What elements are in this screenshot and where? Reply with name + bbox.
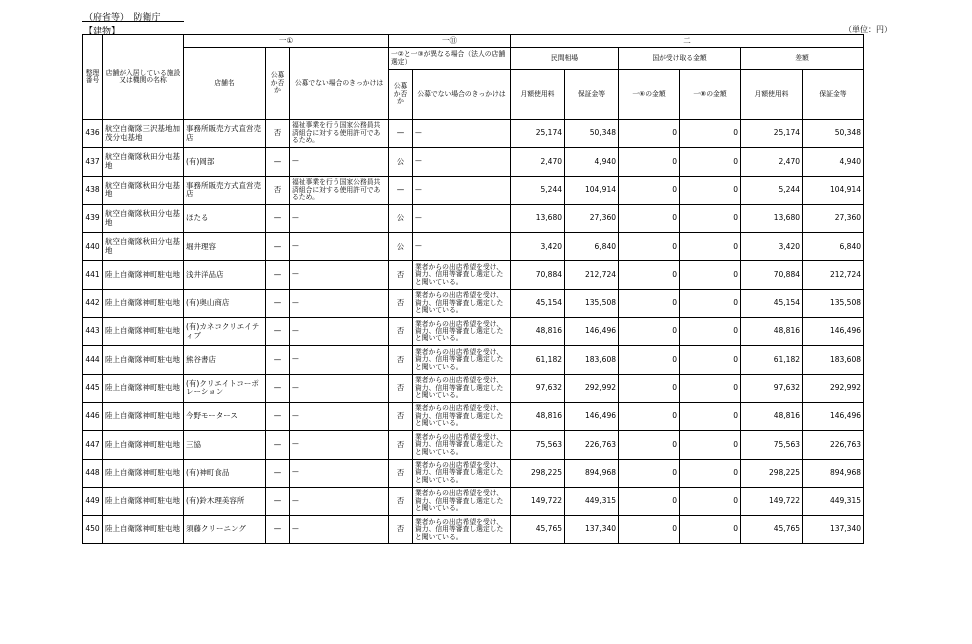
cell-deposit: 212,724 <box>565 261 619 289</box>
table-row <box>83 487 864 515</box>
cell-public2: 否 <box>389 318 413 346</box>
table-row <box>83 204 864 232</box>
cell-public: — <box>266 402 290 430</box>
cell-store: 熊谷書店 <box>184 346 266 374</box>
cell-facility: 航空自衛隊三沢基地加茂分屯基地 <box>103 120 184 148</box>
cell-public: — <box>266 459 290 487</box>
cell-public2: 公 <box>389 148 413 176</box>
table-row <box>83 148 864 176</box>
cell-public2: 否 <box>389 431 413 459</box>
cell-reason2: 業者からの出店希望を受け、資力、信用等審査し選定したと聞いている。 <box>413 516 511 544</box>
cell-no: 436 <box>83 120 103 148</box>
cell-public: — <box>266 346 290 374</box>
cell-diff-deposit: 212,724 <box>803 261 864 289</box>
cell-reason: 福祉事業を行う国家公務員共済組合に対する使用許可であるため。 <box>290 120 389 148</box>
cell-deposit: 137,340 <box>565 516 619 544</box>
cell-no: 439 <box>83 204 103 232</box>
cell-g8: 0 <box>680 176 741 204</box>
cell-deposit: 4,940 <box>565 148 619 176</box>
cell-no: 441 <box>83 261 103 289</box>
cell-public2: 公 <box>389 204 413 232</box>
table-row <box>83 402 864 430</box>
cell-diff-deposit: 137,340 <box>803 516 864 544</box>
cell-g8: 0 <box>680 402 741 430</box>
group-market: 民間相場 <box>511 48 619 70</box>
cell-deposit: 135,508 <box>565 289 619 317</box>
col-diff-deposit: 保証金等 <box>803 70 864 120</box>
cell-deposit: 146,496 <box>565 318 619 346</box>
cell-rent: 48,816 <box>511 318 565 346</box>
cell-deposit: 6,840 <box>565 233 619 261</box>
cell-public2: 否 <box>389 487 413 515</box>
cell-g6: 0 <box>619 233 680 261</box>
cell-reason2: 業者からの出店希望を受け、資力、信用等審査し選定したと聞いている。 <box>413 261 511 289</box>
cell-diff-deposit: 104,914 <box>803 176 864 204</box>
cell-diff-deposit: 292,992 <box>803 374 864 402</box>
col-no: 整理番号 <box>83 35 103 120</box>
cell-store: 須藤クリーニング <box>184 516 266 544</box>
cell-facility: 陸上自衛隊神町駐屯地 <box>103 487 184 515</box>
cell-facility: 陸上自衛隊神町駐屯地 <box>103 459 184 487</box>
cell-diff-rent: 97,632 <box>741 374 803 402</box>
cell-facility: 陸上自衛隊神町駐屯地 <box>103 261 184 289</box>
cell-deposit: 104,914 <box>565 176 619 204</box>
table-row <box>83 176 864 204</box>
col-reason2: 公募でない場合のきっかけは <box>413 70 511 120</box>
cell-store: (有)カネコクリエイティブ <box>184 318 266 346</box>
cell-g6: 0 <box>619 459 680 487</box>
cell-reason2: — <box>413 148 511 176</box>
cell-public: — <box>266 374 290 402</box>
cell-reason2: — <box>413 204 511 232</box>
cell-g6: 0 <box>619 431 680 459</box>
cell-rent: 298,225 <box>511 459 565 487</box>
cell-g6: 0 <box>619 176 680 204</box>
cell-g8: 0 <box>680 204 741 232</box>
cell-g6: 0 <box>619 346 680 374</box>
cell-g6: 0 <box>619 289 680 317</box>
cell-no: 440 <box>83 233 103 261</box>
cell-no: 448 <box>83 459 103 487</box>
cell-store: (有)鈴木理美容所 <box>184 487 266 515</box>
cell-no: 442 <box>83 289 103 317</box>
col-store: 店舗名 <box>184 48 266 120</box>
cell-g6: 0 <box>619 516 680 544</box>
cell-reason: 福祉事業を行う国家公務員共済組合に対する使用許可であるため。 <box>290 176 389 204</box>
cell-public: — <box>266 233 290 261</box>
cell-reason: — <box>290 516 389 544</box>
cell-diff-rent: 61,182 <box>741 346 803 374</box>
col-rent: 月額使用料 <box>511 70 565 120</box>
cell-reason: — <box>290 204 389 232</box>
cell-diff-deposit: 449,315 <box>803 487 864 515</box>
cell-diff-rent: 75,563 <box>741 431 803 459</box>
unit-label: （単位：円） <box>844 25 892 34</box>
cell-store: 三協 <box>184 431 266 459</box>
cell-store: (有)岡部 <box>184 148 266 176</box>
cell-g8: 0 <box>680 431 741 459</box>
cell-reason: — <box>290 261 389 289</box>
cell-deposit: 449,315 <box>565 487 619 515</box>
cell-reason: — <box>290 431 389 459</box>
cell-diff-rent: 48,816 <box>741 318 803 346</box>
cell-reason: — <box>290 402 389 430</box>
group-2: 二 <box>511 35 864 48</box>
group-1: 一① <box>184 35 389 48</box>
cell-diff-deposit: 50,348 <box>803 120 864 148</box>
cell-public2: — <box>389 176 413 204</box>
cell-reason2: 業者からの出店希望を受け、資力、信用等審査し選定したと聞いている。 <box>413 346 511 374</box>
cell-public2: 否 <box>389 459 413 487</box>
col-public2: 公募か否か <box>389 70 413 120</box>
cell-facility: 陸上自衛隊神町駐屯地 <box>103 374 184 402</box>
col-public: 公募か否か <box>266 48 290 120</box>
cell-facility: 陸上自衛隊神町駐屯地 <box>103 318 184 346</box>
cell-g8: 0 <box>680 233 741 261</box>
cell-g6: 0 <box>619 374 680 402</box>
cell-store: (有)奥山商店 <box>184 289 266 317</box>
cell-diff-rent: 2,470 <box>741 148 803 176</box>
cell-public: — <box>266 204 290 232</box>
cell-reason2: 業者からの出店希望を受け、資力、信用等審査し選定したと聞いている。 <box>413 374 511 402</box>
cell-reason2: 業者からの出店希望を受け、資力、信用等審査し選定したと聞いている。 <box>413 459 511 487</box>
table-row <box>83 459 864 487</box>
cell-g8: 0 <box>680 261 741 289</box>
cell-g6: 0 <box>619 402 680 430</box>
cell-diff-rent: 45,154 <box>741 289 803 317</box>
cell-deposit: 146,496 <box>565 402 619 430</box>
cell-diff-rent: 13,680 <box>741 204 803 232</box>
cell-public: — <box>266 148 290 176</box>
cell-store: 今野モータース <box>184 402 266 430</box>
cell-reason: — <box>290 289 389 317</box>
cell-public2: 否 <box>389 346 413 374</box>
cell-public: — <box>266 516 290 544</box>
cell-reason2: 業者からの出店希望を受け、資力、信用等審査し選定したと聞いている。 <box>413 487 511 515</box>
cell-rent: 97,632 <box>511 374 565 402</box>
cell-public2: 否 <box>389 261 413 289</box>
cell-store: 浅井洋品店 <box>184 261 266 289</box>
cell-reason: — <box>290 233 389 261</box>
col-g8: 一⑧の金額 <box>680 70 741 120</box>
cell-public: — <box>266 318 290 346</box>
table-row <box>83 346 864 374</box>
cell-deposit: 50,348 <box>565 120 619 148</box>
table-row <box>83 374 864 402</box>
cell-reason: — <box>290 346 389 374</box>
cell-diff-deposit: 4,940 <box>803 148 864 176</box>
cell-diff-deposit: 146,496 <box>803 402 864 430</box>
cell-diff-rent: 298,225 <box>741 459 803 487</box>
cell-rent: 25,174 <box>511 120 565 148</box>
col-reason: 公募でない場合のきっかけは <box>290 48 389 120</box>
cell-reason2: — <box>413 176 511 204</box>
cell-public: 否 <box>266 176 290 204</box>
col-diff-rent: 月額使用料 <box>741 70 803 120</box>
cell-public2: 否 <box>389 402 413 430</box>
cell-rent: 2,470 <box>511 148 565 176</box>
cell-facility: 陸上自衛隊神町駐屯地 <box>103 402 184 430</box>
cell-rent: 75,563 <box>511 431 565 459</box>
cell-g6: 0 <box>619 487 680 515</box>
cell-no: 444 <box>83 346 103 374</box>
cell-deposit: 27,360 <box>565 204 619 232</box>
group-11: 一⑪ <box>389 35 511 48</box>
cell-g8: 0 <box>680 148 741 176</box>
cell-deposit: 183,608 <box>565 346 619 374</box>
cell-no: 446 <box>83 402 103 430</box>
cell-g8: 0 <box>680 318 741 346</box>
header-rule <box>82 21 184 22</box>
cell-no: 449 <box>83 487 103 515</box>
table-row <box>83 233 864 261</box>
cell-diff-rent: 5,244 <box>741 176 803 204</box>
cell-rent: 3,420 <box>511 233 565 261</box>
cell-facility: 陸上自衛隊神町駐屯地 <box>103 346 184 374</box>
cell-diff-deposit: 146,496 <box>803 318 864 346</box>
cell-reason: — <box>290 459 389 487</box>
col-facility: 店舗が入居している施設又は機関の名称 <box>103 35 184 120</box>
cell-no: 447 <box>83 431 103 459</box>
cell-g8: 0 <box>680 459 741 487</box>
cell-diff-deposit: 6,840 <box>803 233 864 261</box>
cell-public: — <box>266 261 290 289</box>
group-11-sub: 一②と一③が異なる場合（法人の店舗選定） <box>389 48 511 70</box>
col-g6: 一⑥の金額 <box>619 70 680 120</box>
table-row <box>83 289 864 317</box>
cell-diff-rent: 3,420 <box>741 233 803 261</box>
cell-reason2: 業者からの出店希望を受け、資力、信用等審査し選定したと聞いている。 <box>413 431 511 459</box>
cell-no: 443 <box>83 318 103 346</box>
cell-reason: — <box>290 148 389 176</box>
cell-diff-deposit: 27,360 <box>803 204 864 232</box>
cell-diff-deposit: 226,763 <box>803 431 864 459</box>
cell-facility: 陸上自衛隊神町駐屯地 <box>103 431 184 459</box>
cell-deposit: 894,968 <box>565 459 619 487</box>
cell-public2: — <box>389 120 413 148</box>
cell-store: 事務所販売方式直営売店 <box>184 120 266 148</box>
cell-public: — <box>266 431 290 459</box>
table-row <box>83 431 864 459</box>
cell-no: 450 <box>83 516 103 544</box>
cell-facility: 航空自衛隊秋田分屯基地 <box>103 148 184 176</box>
cell-store: ほたる <box>184 204 266 232</box>
cell-no: 445 <box>83 374 103 402</box>
cell-diff-rent: 45,765 <box>741 516 803 544</box>
cell-g8: 0 <box>680 374 741 402</box>
table-row <box>83 516 864 544</box>
group-govt: 国が受け取る金額 <box>619 48 741 70</box>
cell-store: 事務所販売方式直営売店 <box>184 176 266 204</box>
cell-g8: 0 <box>680 346 741 374</box>
cell-g6: 0 <box>619 318 680 346</box>
cell-reason2: 業者からの出店希望を受け、資力、信用等審査し選定したと聞いている。 <box>413 402 511 430</box>
cell-g8: 0 <box>680 120 741 148</box>
cell-reason: — <box>290 374 389 402</box>
cell-reason2: 業者からの出店希望を受け、資力、信用等審査し選定したと聞いている。 <box>413 318 511 346</box>
cell-public2: 否 <box>389 516 413 544</box>
cell-public2: 公 <box>389 233 413 261</box>
cell-rent: 149,722 <box>511 487 565 515</box>
cell-deposit: 226,763 <box>565 431 619 459</box>
cell-public: — <box>266 289 290 317</box>
store-table <box>82 34 864 544</box>
cell-rent: 70,884 <box>511 261 565 289</box>
cell-facility: 航空自衛隊秋田分屯基地 <box>103 204 184 232</box>
cell-g8: 0 <box>680 289 741 317</box>
cell-no: 437 <box>83 148 103 176</box>
cell-diff-rent: 70,884 <box>741 261 803 289</box>
group-diff: 差額 <box>741 48 864 70</box>
cell-g6: 0 <box>619 120 680 148</box>
cell-facility: 陸上自衛隊神町駐屯地 <box>103 289 184 317</box>
col-deposit: 保証金等 <box>565 70 619 120</box>
cell-g6: 0 <box>619 204 680 232</box>
cell-facility: 陸上自衛隊神町駐屯地 <box>103 516 184 544</box>
cell-rent: 13,680 <box>511 204 565 232</box>
cell-public: 否 <box>266 120 290 148</box>
cell-facility: 航空自衛隊秋田分屯基地 <box>103 233 184 261</box>
cell-diff-rent: 149,722 <box>741 487 803 515</box>
cell-diff-deposit: 894,968 <box>803 459 864 487</box>
cell-reason: — <box>290 318 389 346</box>
cell-g6: 0 <box>619 261 680 289</box>
cell-rent: 45,154 <box>511 289 565 317</box>
cell-g8: 0 <box>680 516 741 544</box>
cell-diff-rent: 25,174 <box>741 120 803 148</box>
cell-diff-deposit: 135,508 <box>803 289 864 317</box>
cell-reason2: — <box>413 233 511 261</box>
cell-public2: 否 <box>389 289 413 317</box>
cell-store: (有)神町食品 <box>184 459 266 487</box>
cell-rent: 5,244 <box>511 176 565 204</box>
table-row <box>83 261 864 289</box>
cell-public2: 否 <box>389 374 413 402</box>
cell-reason2: — <box>413 120 511 148</box>
cell-rent: 61,182 <box>511 346 565 374</box>
category-label: 【建物】 <box>84 27 121 37</box>
cell-store: 堀井理容 <box>184 233 266 261</box>
table-row <box>83 318 864 346</box>
table-row <box>83 120 864 148</box>
cell-reason: — <box>290 487 389 515</box>
cell-g6: 0 <box>619 148 680 176</box>
ministry-label: （府省等） 防衛庁 <box>84 13 161 23</box>
cell-g8: 0 <box>680 487 741 515</box>
cell-diff-rent: 48,816 <box>741 402 803 430</box>
cell-store: (有)クリエイトコーポレーション <box>184 374 266 402</box>
cell-facility: 航空自衛隊秋田分屯基地 <box>103 176 184 204</box>
cell-rent: 48,816 <box>511 402 565 430</box>
cell-deposit: 292,992 <box>565 374 619 402</box>
cell-public: — <box>266 487 290 515</box>
cell-no: 438 <box>83 176 103 204</box>
cell-reason2: 業者からの出店希望を受け、資力、信用等審査し選定したと聞いている。 <box>413 289 511 317</box>
cell-rent: 45,765 <box>511 516 565 544</box>
cell-diff-deposit: 183,608 <box>803 346 864 374</box>
